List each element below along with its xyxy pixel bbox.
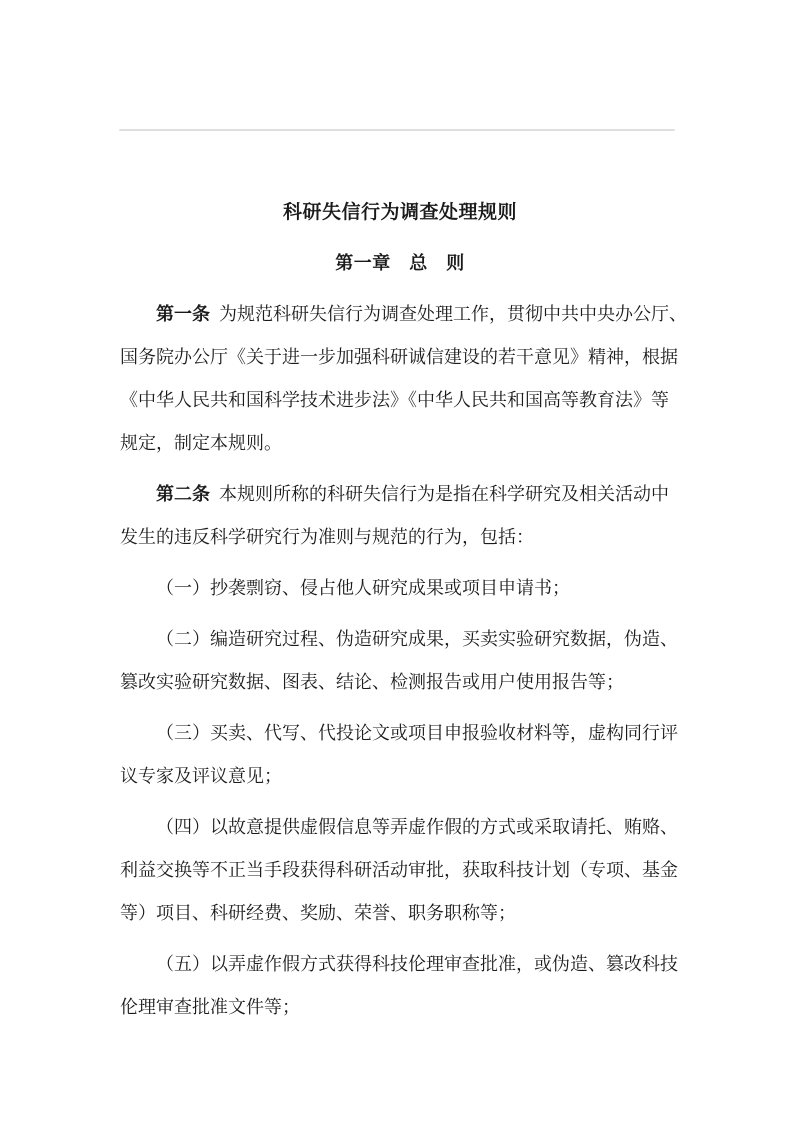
text-line: 利益交换等不正当手段获得科研活动审批，获取科技计划（专项、基金 (120, 860, 678, 880)
text-line: （三）买卖、代写、代投论文或项目申报验收材料等，虚构同行评 (156, 723, 678, 743)
article-1-paragraph (120, 293, 702, 465)
document-body (120, 0, 702, 1037)
text-line: 国务院办公厅《关于进一步加强科研诚信建设的若干意见》精神，根据 (120, 347, 678, 367)
text-line: （五）以弄虚作假方式获得科技伦理审查批准，或伪造、篡改科技 (156, 954, 678, 974)
text-line: （二）编造研究过程、伪造研究成果，买卖实验研究数据，伪造、 (156, 629, 678, 649)
paragraphs-container (120, 293, 702, 1029)
text-line: 《中华人民共和国科学技术进步法》《中华人民共和国高等教育法》等 (120, 390, 669, 410)
text-line: 等）项目、科研经费、奖励、荣誉、职务职称等； (120, 903, 516, 923)
document-title: 科研失信行为调查处理规则 (282, 202, 517, 223)
text-line: （一）抄袭剽窃、侵占他人研究成果或项目申请书； (156, 578, 570, 598)
clause-1-item (120, 567, 702, 610)
article-2-paragraph (120, 473, 702, 559)
chapter-heading: 第一章 总 则 (335, 253, 465, 273)
text-line (120, 293, 702, 336)
text-line: 规定，制定本规则。 (120, 433, 282, 453)
clause-4-item (120, 806, 702, 935)
text-line: 议专家及评议意见； (120, 766, 282, 786)
clause-5-item (120, 943, 702, 1029)
text-line: 伦理审查批准文件等； (120, 997, 300, 1017)
clause-2-item (120, 618, 702, 704)
clause-3-item (120, 712, 702, 798)
text-line (120, 473, 702, 516)
text-line: 篡改实验研究数据、图表、结论、检测报告或用户使用报告等； (120, 672, 624, 692)
article-2-text: 本规则所称的科研失信行为是指在科学研究及相关活动中 (219, 484, 669, 504)
text-line: （四）以故意提供虚假信息等弄虚作假的方式或采取请托、贿赂、 (156, 817, 678, 837)
article-1-number: 第一条 (156, 304, 210, 324)
text-line: 发生的违反科学研究行为准则与规范的行为，包括： (120, 527, 534, 547)
article-1-text: 为规范科研失信行为调查处理工作，贯彻中共中央办公厅、 (219, 304, 687, 324)
article-2-number: 第二条 (156, 484, 210, 504)
